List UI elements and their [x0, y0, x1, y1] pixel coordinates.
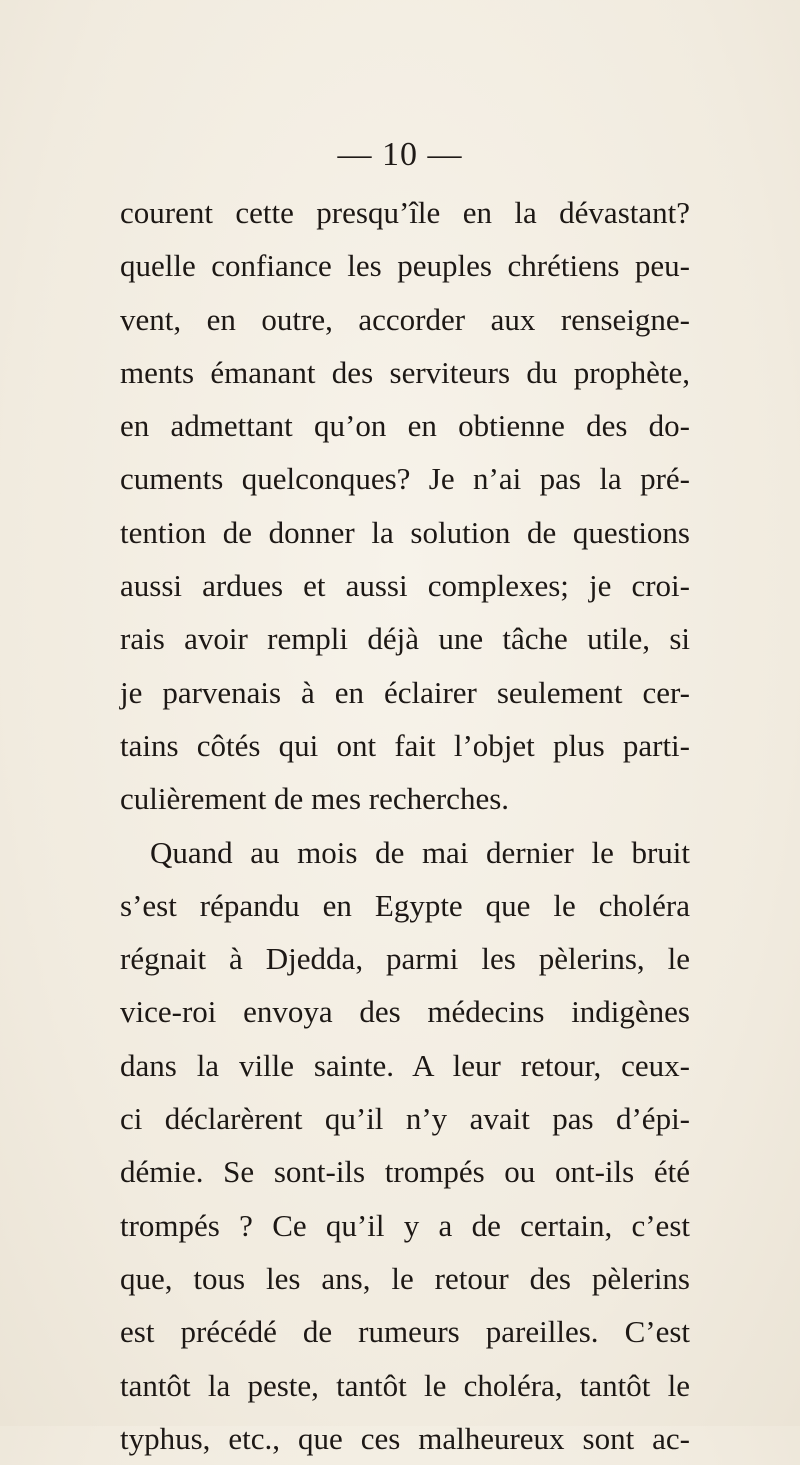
text-line: aussi ardues et aussi complexes; je croi- — [120, 568, 690, 604]
text-line: s’est répandu en Egypte que le choléra — [120, 887, 690, 923]
text-line: rais avoir rempli déjà une tâche utile, si — [120, 621, 690, 657]
body-text — [120, 186, 690, 1465]
text-line: en admettant qu’on en obtienne des do- — [120, 408, 690, 444]
page-number-header: — 10 — — [337, 136, 463, 173]
text-line: vent, en outre, accorder aux renseigne- — [120, 301, 690, 337]
text-line: dans la ville sainte. A leur retour, ceux- — [120, 1047, 690, 1083]
text-line: est précédé de rumeurs pareilles. C’est — [120, 1314, 690, 1350]
text-line: courent cette presqu’île en la dévastant? — [120, 195, 690, 230]
text-line: vice-roi envoya des médecins indigènes — [120, 994, 690, 1030]
text-line: tantôt la peste, tantôt le choléra, tantôt le — [120, 1367, 690, 1403]
text-line: quelle confiance les peuples chrétiens peu- — [120, 248, 690, 284]
text-line: je parvenais à en éclairer seulement cer- — [120, 674, 690, 710]
text-line: démie. Se sont-ils trompés ou ont-ils été — [120, 1154, 690, 1190]
text-line: typhus, etc., que ces malheureux sont ac- — [120, 1420, 690, 1456]
text-line: régnait à Djedda, parmi les pèlerins, le — [120, 941, 690, 977]
text-line: tains côtés qui ont fait l’objet plus parti- — [120, 727, 690, 763]
text-line: tention de donner la solution de questions — [120, 514, 690, 550]
text-line: ci déclarèrent qu’il n’y avait pas d’épi- — [120, 1101, 690, 1137]
text-line: trompés ? Ce qu’il y a de certain, c’est — [120, 1207, 690, 1243]
text-line: culièrement de mes recherches. — [120, 781, 510, 817]
text-line: ments émanant des serviteurs du prophète, — [120, 354, 690, 390]
text-line: que, tous les ans, le retour des pèlerins — [120, 1260, 690, 1296]
text-line: cuments quelconques? Je n’ai pas la pré- — [120, 461, 690, 497]
text-line: Quand au mois de mai dernier le bruit — [150, 834, 690, 870]
